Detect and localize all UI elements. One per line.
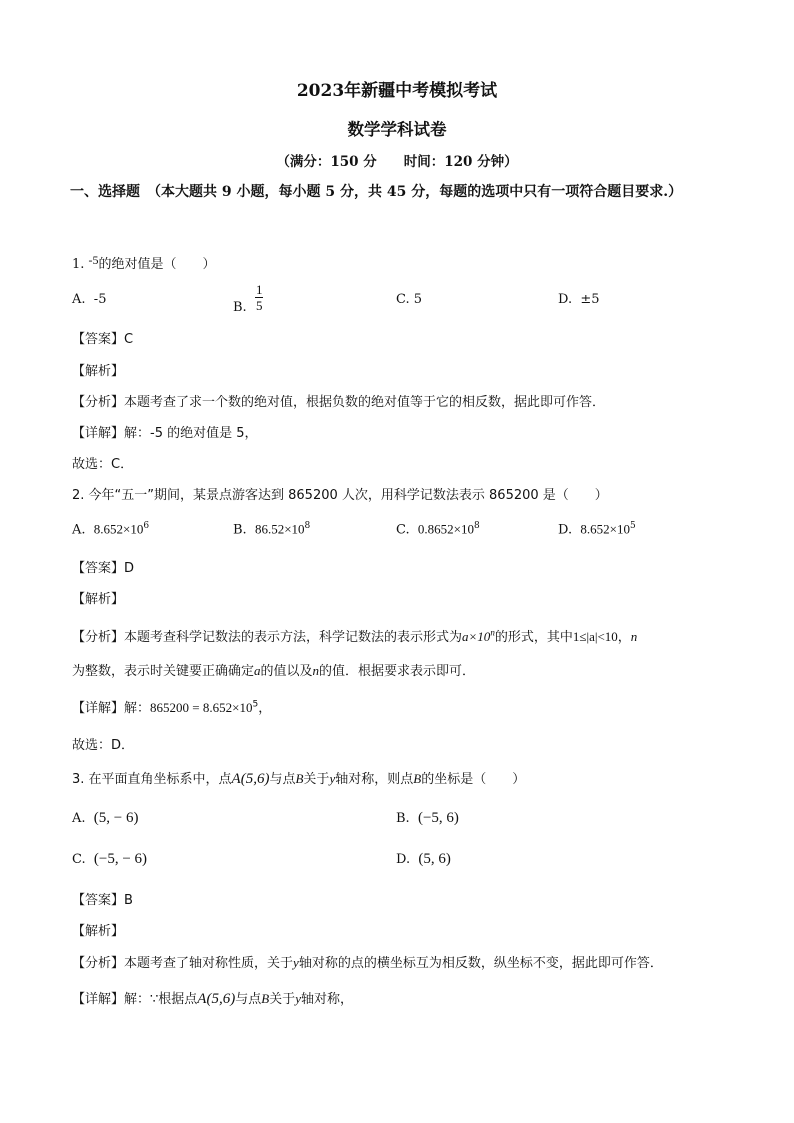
answer-tag: 【答案】 — [72, 561, 125, 576]
detail-text-1: 解：∵根据点 — [124, 992, 198, 1007]
q2-detail — [72, 697, 271, 716]
analysis-formula-exp: n — [490, 627, 495, 638]
q3-stem — [72, 768, 525, 788]
q2-option-a-label: A. — [72, 522, 86, 538]
q3-option-a — [72, 810, 139, 827]
q3-option-b-value: (−5, 6) — [417, 810, 459, 826]
q3-stem-5: 的坐标是（ ） — [421, 772, 526, 787]
q3-option-a-label: A. — [72, 811, 86, 826]
q1-stem — [72, 253, 216, 272]
q2-option-c-exp: 8 — [473, 521, 480, 531]
q3-stem-4: 轴对称，则点 — [335, 772, 414, 787]
q2-option-a-exp: 6 — [143, 521, 150, 531]
q1-option-a-value: -5 — [93, 292, 107, 307]
analysis-text-2: 的形式，其中 — [494, 630, 573, 645]
analysis-text-3: ， — [617, 630, 631, 645]
q2-option-d — [558, 521, 636, 537]
analysis-line2-c: 的值．根据要求表示即可． — [319, 664, 476, 679]
section-heading: 一、选择题 （本大题共 9 小题，每小题 5 分，共 45 分，每题的选项中只有一项符合题目要求.） — [70, 184, 683, 200]
q1-option-b-fraction — [255, 282, 264, 313]
detail-tag: 【详解】 — [72, 426, 125, 441]
detail-text: 解：-5 的绝对值是 5， — [124, 426, 258, 441]
q1-option-a-label: A. — [72, 292, 86, 307]
q2-option-d-label: D. — [558, 522, 573, 538]
q3-option-c-label: C. — [72, 852, 86, 867]
detail-point-a: A(5,6) — [197, 991, 236, 1007]
detail-text-2: 与点 — [235, 992, 262, 1007]
detail-expr: 865200 = 8.652×10 — [150, 700, 253, 715]
q1-option-c-label: C. — [396, 292, 410, 307]
answer-value: B — [124, 893, 133, 908]
fraction-denominator: 5 — [255, 298, 263, 313]
q3-jiexi: 【解析】 — [72, 924, 125, 939]
q2-analysis-line2 — [72, 660, 475, 679]
q1-option-b-label: B. — [233, 300, 247, 315]
q3-option-c — [72, 851, 147, 868]
q3-option-d-value: (5, 6) — [418, 851, 451, 867]
detail-tag: 【详解】 — [72, 701, 125, 716]
analysis-tag: 【分析】 — [72, 395, 125, 410]
analysis-text: 本题考查了求一个数的绝对值，根据负数的绝对值等于它的相反数，据此即可作答． — [124, 395, 606, 410]
q1-number: 1. — [72, 257, 85, 272]
q1-option-d — [558, 292, 600, 307]
q3-stem-1: 3. 在平面直角坐标系中，点 — [72, 772, 232, 787]
analysis-range: 1≤|a|<10 — [572, 629, 618, 644]
q2-option-d-exp: 5 — [629, 521, 636, 531]
q2-option-b-label: B. — [233, 522, 247, 538]
q2-option-a-base: 8.652×10 — [93, 521, 144, 537]
q2-option-c — [396, 521, 480, 537]
q3-stem-2: 与点 — [269, 772, 296, 787]
answer-value: C — [124, 332, 134, 347]
q2-option-b — [233, 521, 310, 537]
q1-analysis — [72, 391, 605, 410]
q3-option-a-value: (5, − 6) — [93, 810, 139, 826]
q1-option-a — [72, 292, 106, 307]
analysis-tag: 【分析】 — [72, 956, 125, 971]
analysis-text-1: 本题考查科学记数法的表示方法，科学记数法的表示形式为 — [124, 630, 463, 645]
answer-tag: 【答案】 — [72, 332, 125, 347]
analysis-tag: 【分析】 — [72, 630, 125, 645]
q1-option-c — [396, 292, 422, 307]
q2-jiexi: 【解析】 — [72, 592, 125, 607]
analysis-line2-b: 的值以及 — [260, 664, 313, 679]
q3-option-b — [396, 810, 459, 827]
detail-text-3: 关于 — [269, 992, 296, 1007]
analysis-y: y — [293, 955, 299, 970]
q2-answer — [72, 557, 134, 576]
analysis-line2-a: 为整数，表示时关键要正确确定 — [72, 664, 255, 679]
analysis-line2-avar: a — [254, 663, 261, 678]
q1-option-c-value: 5 — [413, 292, 423, 307]
exam-title: 2023年新疆中考模拟考试 — [296, 81, 498, 101]
q3-analysis — [72, 952, 663, 971]
analysis-text-1: 本题考查了轴对称性质，关于 — [124, 956, 294, 971]
exam-info: （满分：150 分 时间：120 分钟） — [276, 154, 518, 170]
analysis-n: n — [630, 629, 638, 644]
analysis-line2-nvar: n — [312, 663, 320, 678]
q1-conclusion: 故选：C． — [72, 457, 134, 472]
q1-stem-text: 的绝对值是（ ） — [98, 257, 216, 272]
q3-point-b2: B — [413, 771, 422, 786]
q1-expr: -5 — [88, 253, 99, 267]
q1-jiexi: 【解析】 — [72, 364, 125, 379]
q3-stem-3: 关于 — [303, 772, 330, 787]
q3-option-c-value: (−5, − 6) — [93, 851, 148, 867]
q2-option-a — [72, 521, 149, 537]
detail-text-4: 轴对称， — [300, 992, 353, 1007]
detail-exp: 5 — [252, 699, 259, 710]
detail-pre: 解： — [124, 701, 151, 716]
exam-subtitle: 数学学科试卷 — [347, 120, 447, 139]
detail-tag: 【详解】 — [72, 992, 125, 1007]
q2-option-b-base: 86.52×10 — [254, 521, 305, 537]
q2-option-c-label: C. — [396, 522, 410, 538]
q3-option-b-label: B. — [396, 811, 410, 826]
q1-detail — [72, 422, 258, 441]
q2-option-b-exp: 8 — [304, 521, 311, 531]
q1-option-b — [233, 282, 263, 313]
q1-option-d-value: ±5 — [580, 292, 600, 307]
q3-point-b: B — [295, 771, 304, 786]
q2-option-c-base: 0.8652×10 — [417, 521, 474, 537]
q2-conclusion: 故选：D． — [72, 738, 135, 753]
q2-stem: 2. 今年“五一”期间，某景点游客达到 865200 人次，用科学记数法表示 865200 是（ ） — [72, 488, 608, 503]
q3-y: y — [329, 771, 336, 786]
q3-point-a: A(5,6) — [231, 771, 270, 787]
analysis-formula: a×10 — [462, 629, 491, 644]
q3-option-d-label: D. — [396, 852, 411, 867]
q3-answer — [72, 889, 133, 908]
answer-value: D — [124, 561, 135, 576]
fraction-numerator: 1 — [255, 282, 263, 297]
q3-option-d — [396, 851, 451, 868]
q3-detail — [72, 988, 353, 1008]
q2-option-d-base: 8.652×10 — [580, 521, 630, 537]
detail-point-b: B — [261, 991, 270, 1006]
q2-analysis-line1 — [72, 626, 637, 645]
detail-y: y — [295, 991, 301, 1006]
q1-answer — [72, 328, 133, 347]
detail-post: ， — [258, 701, 272, 716]
q1-option-d-label: D. — [558, 292, 573, 307]
answer-tag: 【答案】 — [72, 893, 125, 908]
analysis-text-2: 轴对称的点的横坐标互为相反数，纵坐标不变，据此即可作答． — [298, 956, 663, 971]
